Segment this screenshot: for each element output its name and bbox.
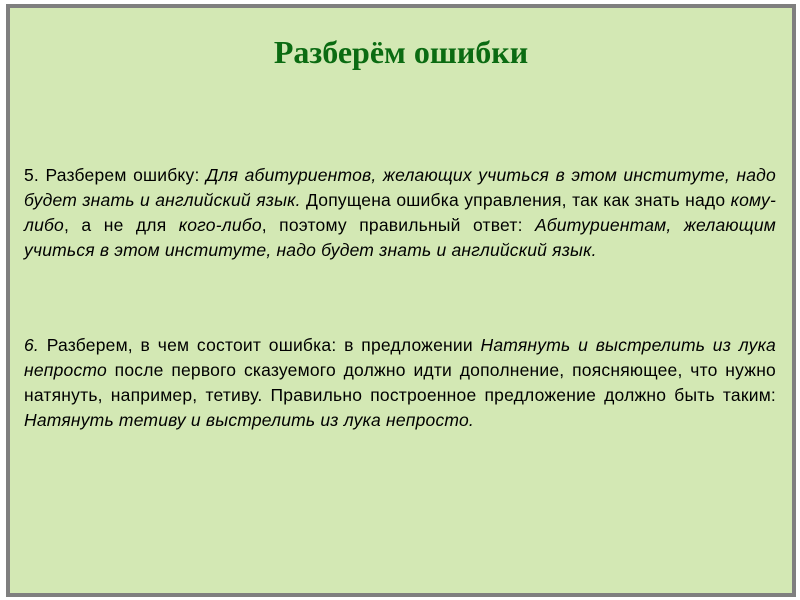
p6-number: 6. <box>24 335 39 355</box>
p5-corrected-sentence: Абитуриентам, желающим учиться в этом институте, надо будет знать и английский язык. <box>24 215 776 260</box>
p6-erroneous-sentence: Натянуть и выстрелить из лука непросто <box>24 335 776 380</box>
paragraph-6 <box>24 333 776 433</box>
p6-explanation: после первого сказуемого должно идти дополнение, поясняющее, что нужно натянуть, например, тетиву. Правильно построенное предложение должно быть таким: <box>24 360 776 405</box>
p5-intro: 5. Разберем ошибку: <box>24 165 206 185</box>
p6-intro: Разберем, в чем состоит ошибка: в предложении <box>39 335 481 355</box>
p5-answer-lead: , поэтому правильный ответ: <box>261 215 536 235</box>
p6-corrected-sentence: Натянуть тетиву и выстрелить из лука непросто. <box>24 410 474 430</box>
p5-correct-form: кому-либо <box>24 190 776 235</box>
p5-erroneous-sentence: Для абитуриентов, желающих учиться в этом институте, надо будет знать и английский язык. <box>24 165 776 210</box>
p5-wrong-form: кого-либо <box>178 215 262 235</box>
slide <box>6 4 796 597</box>
paragraph-5 <box>24 163 776 263</box>
p5-connector: , а не для <box>63 215 179 235</box>
slide-title: Разберём ошибки <box>273 34 529 70</box>
p5-explanation: Допущена ошибка управления, так как знать надо <box>300 190 731 210</box>
